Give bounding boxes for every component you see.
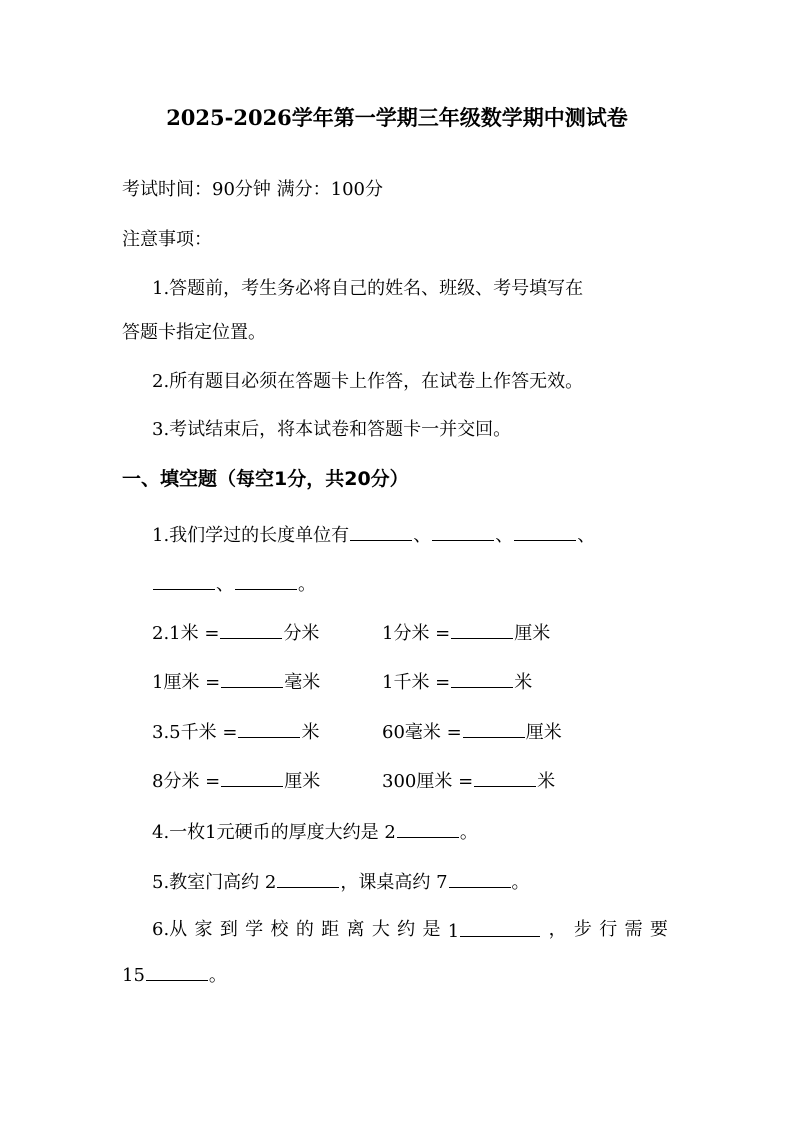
question-1-text: 1.我们学过的长度单位有 bbox=[152, 525, 350, 546]
conversion-prefix: 300厘米 = bbox=[382, 771, 474, 792]
conversion-unit: 厘米 bbox=[284, 771, 321, 792]
answer-blank[interactable] bbox=[146, 962, 208, 981]
conversion-unit: 米 bbox=[537, 771, 556, 792]
question-5-text: 5.教室门高约 2 bbox=[152, 872, 277, 893]
conversion-unit: 米 bbox=[514, 672, 533, 693]
question-6-char: 需 bbox=[624, 919, 643, 940]
period: 。 bbox=[511, 872, 530, 893]
question-2-row-1 bbox=[152, 620, 319, 646]
answer-blank[interactable] bbox=[463, 719, 525, 738]
question-6-char: 要 bbox=[649, 919, 668, 940]
answer-blank[interactable] bbox=[451, 669, 513, 688]
answer-blank[interactable] bbox=[221, 669, 283, 688]
answer-blank[interactable] bbox=[235, 571, 297, 590]
answer-blank[interactable] bbox=[350, 522, 412, 541]
notes-heading: 注意事项： bbox=[122, 229, 212, 250]
question-6-char: 到 bbox=[219, 919, 238, 940]
conversion-unit: 毫米 bbox=[284, 672, 321, 693]
question-6-char: 1 bbox=[447, 921, 460, 942]
conversion-unit: 厘米 bbox=[514, 623, 551, 644]
answer-blank[interactable] bbox=[451, 620, 513, 639]
question-6-line-1 bbox=[152, 918, 668, 944]
conversion-prefix: 3.5千米 = bbox=[152, 722, 238, 743]
period: 。 bbox=[298, 574, 316, 595]
separator: 、 bbox=[216, 574, 234, 595]
question-3-row-2 bbox=[152, 768, 320, 794]
answer-blank[interactable] bbox=[153, 571, 215, 590]
question-6-text: 15 bbox=[122, 965, 145, 986]
question-2-row-2-col-2 bbox=[382, 669, 532, 695]
conversion-prefix: 8分米 = bbox=[152, 771, 221, 792]
answer-blank[interactable] bbox=[277, 869, 339, 888]
question-3-row-1-col-2 bbox=[382, 719, 562, 745]
question-6-char: 是 bbox=[422, 919, 441, 940]
question-6-blank-group bbox=[448, 918, 541, 944]
answer-blank[interactable] bbox=[514, 522, 576, 541]
separator: 、 bbox=[495, 525, 514, 546]
question-3-row-1 bbox=[152, 719, 319, 745]
question-4 bbox=[152, 819, 478, 845]
note-3: 3.考试结束后，将本试卷和答题卡一并交回。 bbox=[152, 419, 512, 440]
question-5 bbox=[152, 869, 530, 895]
section-1-heading: 一、填空题（每空1分，共20分） bbox=[122, 468, 409, 490]
conversion-unit: 分米 bbox=[283, 623, 320, 644]
question-5-middle: ，课桌高约 7 bbox=[340, 872, 448, 893]
note-1-line-2: 答题卡指定位置。 bbox=[122, 322, 266, 343]
answer-blank[interactable] bbox=[432, 522, 494, 541]
conversion-prefix: 60毫米 = bbox=[382, 722, 462, 743]
question-6-char: 的 bbox=[295, 919, 314, 940]
question-1-line-1 bbox=[152, 522, 595, 548]
question-6-line-2 bbox=[122, 962, 227, 988]
question-6-char: 家 bbox=[194, 919, 213, 940]
question-6-char: 大 bbox=[371, 919, 390, 940]
conversion-prefix: 1分米 = bbox=[382, 623, 451, 644]
conversion-prefix: 2.1米 = bbox=[152, 623, 220, 644]
answer-blank[interactable] bbox=[460, 918, 540, 937]
answer-blank[interactable] bbox=[238, 719, 300, 738]
question-1-line-2 bbox=[152, 571, 316, 597]
separator: 、 bbox=[577, 525, 596, 546]
question-2-row-2 bbox=[152, 669, 320, 695]
period: 。 bbox=[459, 822, 478, 843]
answer-blank[interactable] bbox=[221, 768, 283, 787]
question-6-char: 约 bbox=[397, 919, 416, 940]
question-6-char: 校 bbox=[270, 919, 289, 940]
answer-blank[interactable] bbox=[397, 819, 459, 838]
separator: 、 bbox=[413, 525, 432, 546]
question-6-char: 行 bbox=[599, 919, 618, 940]
conversion-prefix: 1千米 = bbox=[382, 672, 451, 693]
question-6-char: 6.从 bbox=[152, 919, 188, 940]
note-1-line-1: 1.答题前，考生务必将自己的姓名、班级、考号填写在 bbox=[152, 278, 584, 299]
question-3-row-2-col-2 bbox=[382, 768, 555, 794]
note-2: 2.所有题目必须在答题卡上作答，在试卷上作答无效。 bbox=[152, 371, 584, 392]
question-6-char: 步 bbox=[573, 919, 592, 940]
answer-blank[interactable] bbox=[220, 620, 282, 639]
question-4-text: 4.一枚1元硬币的厚度大约是 2 bbox=[152, 822, 396, 843]
answer-blank[interactable] bbox=[449, 869, 511, 888]
question-6-comma: ， bbox=[548, 919, 567, 940]
answer-blank[interactable] bbox=[474, 768, 536, 787]
period: 。 bbox=[208, 965, 227, 986]
question-6-char: 离 bbox=[346, 919, 365, 940]
conversion-unit: 厘米 bbox=[525, 722, 562, 743]
conversion-unit: 米 bbox=[301, 722, 320, 743]
question-6-char: 距 bbox=[321, 919, 340, 940]
conversion-prefix: 1厘米 = bbox=[152, 672, 221, 693]
page-title: 2025-2026学年第一学期三年级数学期中测试卷 bbox=[166, 105, 628, 130]
question-6-char: 学 bbox=[245, 919, 264, 940]
question-2-row-1-col-2 bbox=[382, 620, 550, 646]
exam-info: 考试时间：90分钟 满分：100分 bbox=[122, 179, 383, 200]
